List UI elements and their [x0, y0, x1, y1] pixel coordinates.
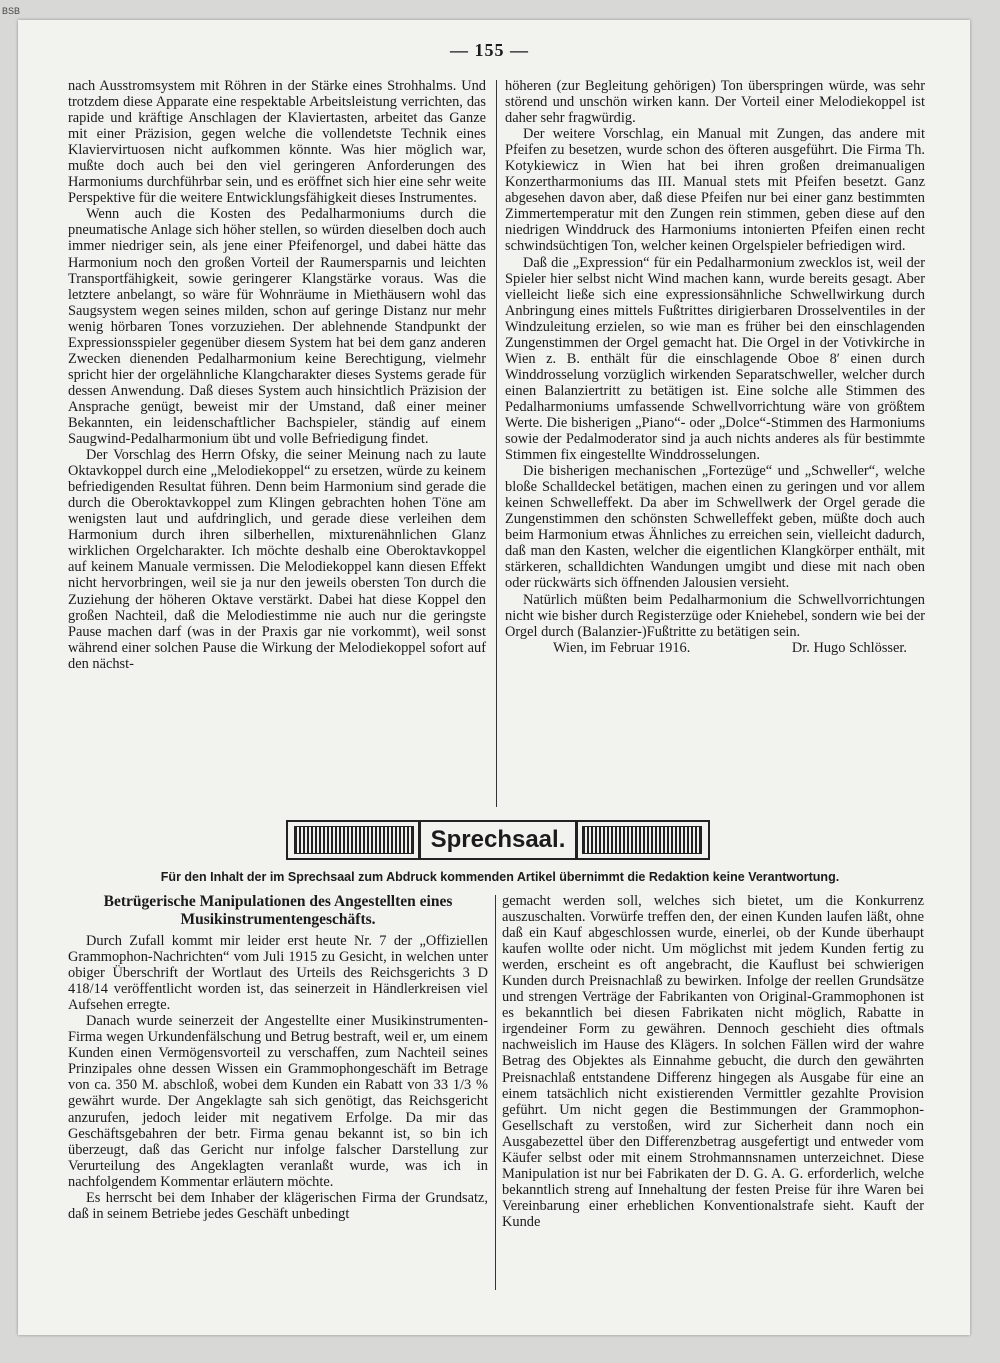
article-column-left: [68, 78, 486, 672]
signature-line: [505, 640, 925, 656]
paragraph: Der Vorschlag des Herrn Ofsky, die seiner Meinung nach zu laute Oktavkoppel durch eine „Melodiekoppel“ zu ersetzen, würde zu keinem befriedigenden Resultat führen. Denn beim Harmonium sind gerade die durch die Oberoktavkoppel zum Klingen gebrachten hohen Töne am wenigsten laut und aufdringlich, und gerade diese verleihen dem Harmonium durch ihren silberhellen, mixturenähnlichen Glanz wirklichen Orgelcharakter. Ich möchte deshalb eine Oberoktavkoppel auf keinem Manuale vermissen. Die Melodiekoppel kann diesen Effekt nicht hervorbringen, weil sie ja nur den jeweils obersten Ton durch die Zuziehung der höheren Oktave verstärkt. Dabei hat diese Koppel den großen Nachteil, daß die Melodiestimme nie auch nur die geringste Pause machen darf (was in der Praxis gar nie vorkommt), weil sonst während einer solchen Pause die Wirkung der Melodiekoppel sofort auf den nächst-: [68, 447, 486, 672]
article-column-right: [505, 78, 925, 656]
paragraph: gemacht werden soll, welches sich bietet, um die Konkurrenz auszuschalten. Vorwürfe treffen den, der einen Kunden laufen läßt, ohne daß ein Kauf abgeschlossen wurde, einerlei, ob der Kunde überhaupt kaufen wollte oder nicht. Um möglichst mit jedem Kunden fertig zu werden, erscheint es oft angebracht, die Kauflust bei schwierigen Kunden durch Preisnachlaß zu bewirken. Infolge der reellen Grundsätze und strengen Verträge der Fabrikanten von Original-Grammophonen ist es bekanntlich bei diesen Fabrikaten nicht möglich, Rabatte in irgendeiner Form zu gewähren. Dennoch geschieht dies oftmals nachweislich im Hause des Klägers. In solchen Fällen wird der wahre Betrag des Objektes als Einnahme gebucht, die durch den gewährten Preisnachlaß entstandene Differenz hingegen als Ausgabe für eine an einem tatsächlich nicht existierenden Vermittler gezahlte Provision geführt. Um nicht gegen die Bestimmungen der Grammophon-Gesellschaft zu verstoßen, wird zur Sicherheit dann noch ein Ausgabezettel über den Differenzbetrag ausgefertigt und entweder vom Käufer selbst oder mit einem Strohmannsnamen unterzeichnet. Diese Manipulation ist nur bei Fabrikaten der D. G. A. G. erforderlich, welche bekanntlich streng auf Innehaltung der festen Preise für ihre Waren bei Vereinbarung einer erheblichen Konventionalstrafe sieht. Kauft der Kunde: [502, 893, 924, 1230]
letter-column-right: [502, 893, 924, 1230]
letter-headline: Betrügerische Manipulationen des Angestellten eines Musikinstrumentengeschäfts.: [103, 893, 453, 928]
library-mark: BSB: [2, 6, 21, 16]
author: Dr. Hugo Schlösser.: [791, 639, 907, 656]
paragraph: Daß die „Expression“ für ein Pedalharmonium zwecklos ist, weil der Spieler hier selbst nicht Wind machen kann, wurde bereits gesagt. Aber vielleicht ließe sich eine expressionsähnliche Schwellwirkung durch Anbringung eines mittels Fußtrittes dirigierbaren Drosselventiles in der Windzuleitung erzielen, so wie man es früher bei den einschlagenden Zungenstimmen der Orgel gemacht hat. Die Orgel in der Votivkirche in Wien z. B. enthält für die einschlagende Oboe 8′ einen durch Winddrosselung vorzüglich wirkenden Separatschweller, welcher durch einen Balanziertritt zu betätigen ist. Eine solche alle Stimmen des Pedalharmoniums umfassende Schwellvorrichtung wäre von größtem Werte. Die bisherigen „Piano“- oder „Dolce“-Stimmen des Harmoniums sowie der Pedalmoderator sind ja auch nichts anderes als für bestimmte Stimmen fix eingestellte Winddrosselungen.: [505, 254, 925, 464]
paragraph: Danach wurde seinerzeit der Angestellte einer Musikinstrumenten-Firma wegen Urkundenfälschung und Betrug bestraft, weil er, um einem Kunden einen Vermögensvorteil zu verschaffen, zum Nachteil seines Prinzipales ohne dessen Wissen ein Grammophongeschäft im Betrage von ca. 350 M. abschloß, wobei dem Kunden ein Rabatt von 33 1/3 % gewährt wurde. Der Angeklagte sah sich genötigt, das Reichsgericht anzurufen, jedoch leider mit negativem Erfolge. Da mir das Geschäftsgebahren der betr. Firma genau bekannt ist, so bin ich überzeugt, daß das Gericht nur infolge falscher Darstellung zur Verurteilung des Angeklagten veranlaßt wurde, was ich in nachfolgendem Kommentar erläutern möchte.: [68, 1013, 488, 1190]
paragraph: höheren (zur Begleitung gehörigen) Ton überspringen würde, was sehr störend und unschön wirken kann. Der Vorteil einer Melodiekoppel ist daher sehr fragwürdig.: [505, 78, 925, 127]
column-divider: [495, 895, 496, 1290]
section-title: Sprechsaal.: [418, 822, 579, 858]
column-divider: [496, 80, 497, 807]
paragraph: Der weitere Vorschlag, ein Manual mit Zungen, das andere mit Pfeifen zu besetzen, wurde schon des öfteren ausgeführt. Die Firma Th. Kotykiewicz in Wien hat bei ihren großen dreimanualigen Konzertharmoniums das III. Manual stets mit Pfeifen besetzt. Ganz abgesehen davon aber, daß diese Pfeifen nur bei einer ganz bestimmten Zimmertemperatur mit den Zungen rein stimmen, geben diese auf den niedrigen Winddruck des Harmoniums intonierten Pfeifen einen recht schwindsüchtigen Ton, welcher keinen Orgelspieler befriedigen wird.: [505, 126, 925, 255]
paragraph: Wenn auch die Kosten des Pedalharmoniums durch die pneumatische Anlage sich höher stellen, so würden dieselben doch auch immer niedriger sein, als jene einer Pfeifenorgel, und dabei hätte das Harmonium noch den großen Vorteil der Raumersparnis und leichten Transportfähigkeit, sowie geringerer Klangstärke voraus. Was die letztere anbelangt, so wäre für Wohnräume in Miethäusern wohl das Saugsystem wegen seines milden, schon auf geringe Distanz nur mehr wenig hörbaren Tones vorzuziehen. Der ablehnende Standpunkt der Expressionsspieler gegenüber diesem System hat bei dem ganz anderen Zwecken dienenden Pedalharmonium keine Berechtigung, vielmehr spricht hier der orgelähnliche Klangcharakter dieses Systems gerade für dessen Anwendung. Daß dieses System auch hinsichtlich Präzision der Ansprache genügt, beweist mir der Umstand, daß einer meiner Bekannten, ein leidenschaftlicher Bachspieler, ständig auf einem Saugwind-Pedalharmonium übt und volle Befriedigung findet.: [68, 206, 486, 448]
paragraph: Natürlich müßten beim Pedalharmonium die Schwellvorrichtungen nicht wie bisher durch Registerzüge oder Kniehebel, sondern wie bei der Orgel durch (Balanzier-)Fußtritte zu betätigen sein.: [505, 591, 925, 640]
paragraph: nach Ausstromsystem mit Röhren in der Stärke eines Strohhalms. Und trotzdem diese Apparate eine respektable Arbeitsleistung verrichten, das rapide und kräftige Anschlagen der Klaviertasten, arbeitet das Ganze mit einer Präzision, gegen welche die vollendetste Technik eines Klaviervirtuosen nicht aufkommen könnte. Was hier möglich war, mußte doch auch bei den viel geringeren Anforderungen des Harmoniums durchführbar sein, und es eröffnet sich hier eine sehr weite Perspektive für die weitere Entwicklungsfähigkeit dieses Instrumentes.: [68, 78, 486, 207]
place-date: Wien, im Februar 1916.: [553, 639, 691, 656]
letter-column-left: [68, 893, 488, 1222]
ornament-right: [582, 826, 702, 854]
ornament-left: [294, 826, 414, 854]
paragraph: Durch Zufall kommt mir leider erst heute Nr. 7 der „Offiziellen Grammophon-Nachrichten“ vom Juli 1915 zu Gesicht, in welchen unter obiger Überschrift der Wortlaut des Urteils des Reichsgerichts 3 D 418/14 veröffentlicht worden ist, das seinerzeit in Händlerkreisen viel Aufsehen erregte.: [68, 933, 488, 1014]
section-banner: [286, 820, 710, 860]
paragraph: Die bisherigen mechanischen „Fortezüge“ und „Schweller“, welche bloße Schalldeckel betätigen, machen einen zu geringen und vor allem keinen Schwelleffekt. Da aber im Schwellwerk der Orgel gerade die Zungenstimmen den schönsten Schwelleffekt geben, müßte doch auch beim Harmonium etwas Ähnliches zu erreichen sein, vielleicht dadurch, daß man den Kasten, welcher die eigentlichen Klangkörper enthält, mit stärkeren, schalldichten Wandungen umgibt und diese mit nach oben oder rückwärts sich öffnenden Jalousien versieht.: [505, 463, 925, 592]
editorial-disclaimer: Für den Inhalt der im Sprechsaal zum Abdruck kommenden Artikel übernimmt die Redaktion keine Verantwortung.: [160, 870, 840, 884]
paragraph: Es herrscht bei dem Inhaber der klägerischen Firma der Grundsatz, daß in seinem Betriebe jedes Geschäft unbedingt: [68, 1189, 488, 1222]
page-number: — 155 —: [450, 40, 529, 60]
